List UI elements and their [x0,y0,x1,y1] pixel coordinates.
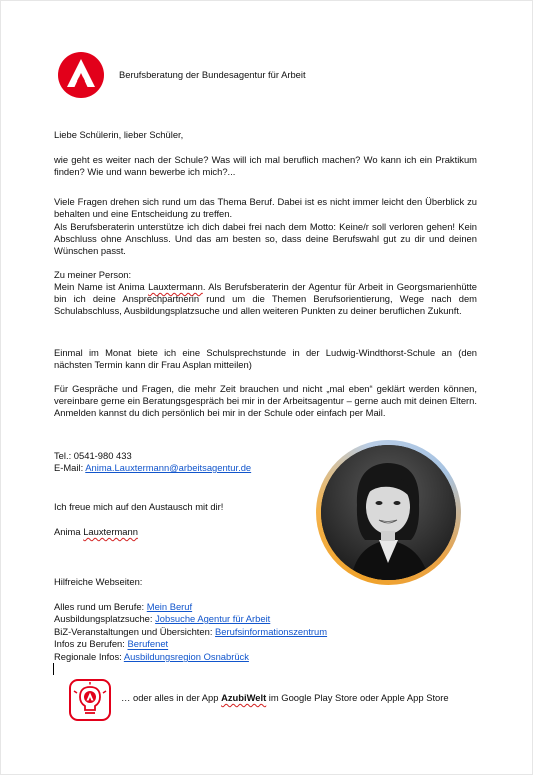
header-title: Berufsberatung der Bundesagentur für Arbeit [119,69,306,80]
lightbulb-app-icon[interactable] [69,679,111,721]
link-berufenet[interactable]: Berufenet [127,638,169,649]
app-line: … oder alles in der App AzubiWelt im Google Play Store oder Apple App Store [121,692,449,703]
link-row-biz: BiZ-Veranstaltungen und Übersichten: Berufsinformationszentrum [54,626,328,637]
paragraph-questions: Viele Fragen drehen sich rund um das Thema Beruf. Dabei ist es nicht immer leicht den Überblick zu behalten und eine Entscheidung zu treffen. [54,196,477,220]
arbeitsagentur-logo [58,52,104,98]
greeting: Liebe Schülerin, lieber Schüler, [54,129,184,140]
link-ausbildungsregion[interactable]: Ausbildungsregion Osnabrück [123,651,249,662]
link-row-jobsuche: Ausbildungsplatzsuche: Jobsuche Agentur für Arbeit [54,613,271,624]
closing-line: Ich freue mich auf den Austausch mit dir! [54,501,224,512]
link-berufsinformationszentrum[interactable]: Berufsinformationszentrum [215,626,328,637]
email-line: E-Mail: Anima.Lauxtermann@arbeitsagentur.de [54,462,252,473]
intro-paragraph: wie geht es weiter nach der Schule? Was will ich mal beruflich machen? Wo kann ich ein Praktikum finden? Wie und wann bewerbe ich mich?... [54,154,477,178]
person-paragraph: Mein Name ist Anima Lauxtermann. Als Berufsberaterin der Agentur für Arbeit in Georgsmarienhütte bin ich deine Ansprechpartnerin rund um die Themen Berufsorientierung, Wege nach dem Schulabschluss, Ausbildungsplatzsuche und allen weiteren Punkten zu deiner beruflichen Zukunft. [54,281,477,317]
paragraph-motto: Als Berufsberaterin unterstütze ich dich dabei frei nach dem Motto: Keine/r soll verloren gehen! Kein Abschluss ohne Anschluss. Und das am besten so, dass deine Berufswahl gut zu dir und deinen Wünschen passt. [54,221,477,257]
signature: Anima Lauxtermann [54,526,138,537]
portrait-image [321,445,456,580]
link-row-berufenet: Infos zu Berufen: Berufenet [54,638,169,649]
app-name: AzubiWelt [221,692,267,703]
link-jobsuche[interactable]: Jobsuche Agentur für Arbeit [155,613,271,624]
link-row-region: Regionale Infos: Ausbildungsregion Osnabrück [54,651,249,662]
appointment-paragraph: Für Gespräche und Fragen, die mehr Zeit brauchen und nicht „mal eben“ geklärt werden können, vereinbare gerne ein Beratungsgespräch bei mir in der Arbeitsagentur – gerne auch mit deinen Eltern. Anmelden kannst du dich persönlich bei mir in der Schule oder einfach per Mail. [54,383,477,419]
link-mein-beruf[interactable]: Mein Beruf [146,601,193,612]
office-hours-paragraph: Einmal im Monat biete ich eine Schulsprechstunde in der Ludwig-Windthorst-Schule an (den nächsten Termin kann dir Frau Asplan mitteilen) [54,347,477,371]
phone-line: Tel.: 0541-980 433 [54,450,132,461]
links-heading: Hilfreiche Webseiten: [54,576,143,587]
text-cursor [53,663,54,675]
link-row-mein-beruf: Alles rund um Berufe: Mein Beruf [54,601,193,612]
profile-photo [316,440,461,585]
person-heading: Zu meiner Person: [54,269,132,280]
spellcheck-name: Lauxtermann [148,281,203,292]
email-link[interactable]: Anima.Lauxtermann@arbeitsagentur.de [85,462,252,473]
